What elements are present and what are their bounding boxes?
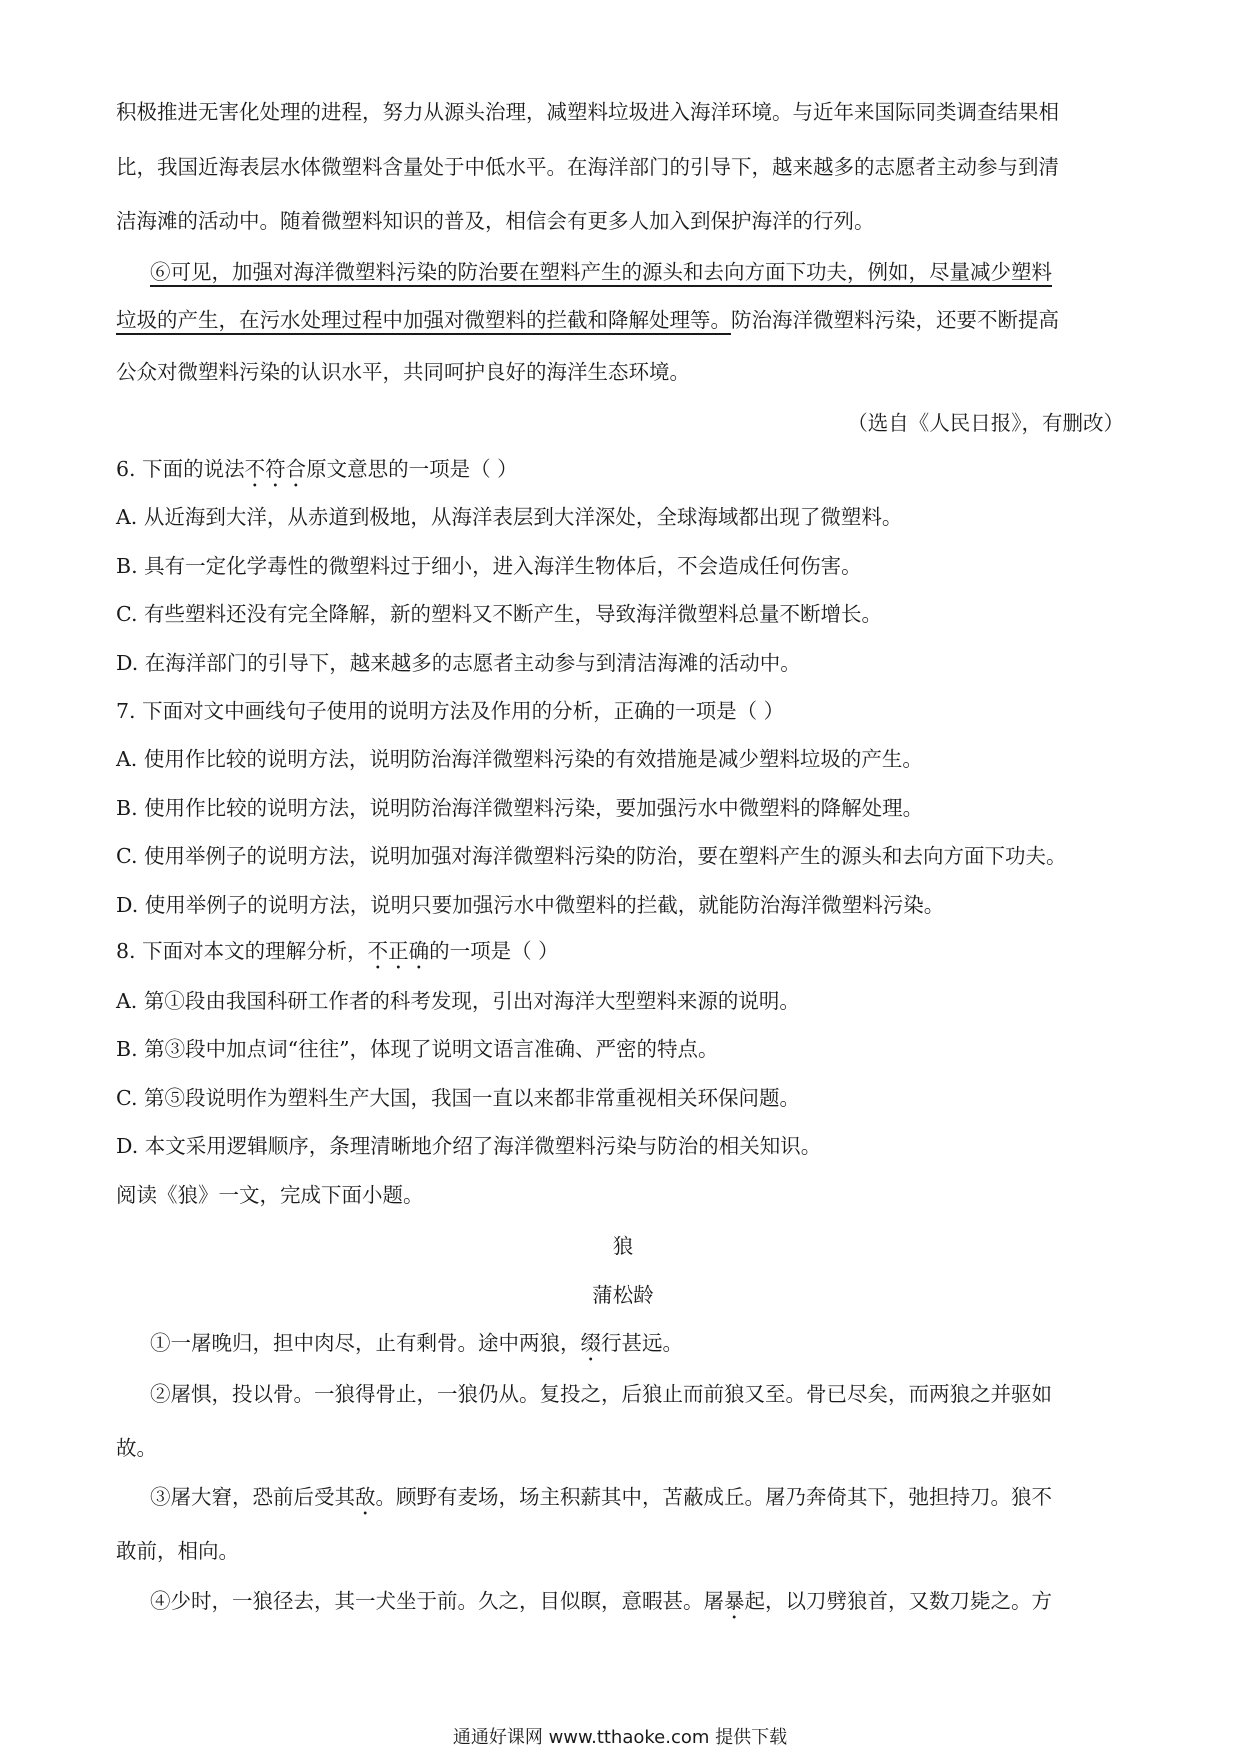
question-7-stem: 7. 下面对文中画线句子使用的说明方法及作用的分析，正确的一项是（ ） [116, 699, 785, 723]
question-8-option-a: A. 第①段由我国科研工作者的科考发现，引出对海洋大型塑料来源的说明。 [116, 989, 800, 1013]
question-8-stem: 8. 下面对本文的理解分析，不正确的一项是（ ） [116, 939, 559, 963]
emphasized-word: 暴 [724, 1589, 745, 1613]
question-6-stem: 6. 下面的说法不符合原文意思的一项是（ ） [116, 457, 518, 481]
source-citation: （选自《人民日报》，有删改） [847, 411, 1124, 435]
question-7-option-c: C. 使用举例子的说明方法，说明加强对海洋微塑料污染的防治，要在塑料产生的源头和去向方面下功夫。 [116, 844, 1067, 868]
classical-text-paragraph: ①一屠晚归，担中肉尽，止有剩骨。途中两狼，缀行甚远。 [150, 1331, 683, 1355]
underlined-sentence: ⑥可见，加强对海洋微塑料污染的防治要在塑料产生的源头和去向方面下功夫，例如，尽量减少塑料 [150, 260, 1052, 284]
question-7-option-b: B. 使用作比较的说明方法，说明防治海洋微塑料污染，要加强污水中微塑料的降解处理。 [116, 796, 924, 820]
question-7-option-a: A. 使用作比较的说明方法，说明防治海洋微塑料污染的有效措施是减少塑料垃圾的产生。 [116, 747, 923, 771]
underlined-sentence: 垃圾的产生，在污水处理过程中加强对微塑料的拦截和降解处理等。 [116, 308, 731, 332]
question-8-option-d: D. 本文采用逻辑顺序，条理清晰地介绍了海洋微塑料污染与防治的相关知识。 [116, 1134, 822, 1158]
question-6-option-c: C. 有些塑料还没有完全降解，新的塑料又不断产生，导致海洋微塑料总量不断增长。 [116, 602, 882, 626]
classical-text-line: 故。 [116, 1436, 157, 1460]
reading-instruction: 阅读《狼》一文，完成下面小题。 [116, 1183, 424, 1207]
passage-line [116, 303, 1130, 337]
question-8-option-c: C. 第⑤段说明作为塑料生产大国，我国一直以来都非常重视相关环保问题。 [116, 1086, 800, 1110]
poem-title: 狼 [612, 1234, 634, 1258]
poem-author: 蒲松龄 [592, 1283, 654, 1307]
classical-text-paragraph: ④少时，一狼径去，其一犬坐于前。久之，目似瞑，意暇甚。屠暴起，以刀劈狼首，又数刀毙之。方 [150, 1589, 1052, 1613]
emphasized-word: 不符合 [244, 457, 307, 481]
passage-line: 比，我国近海表层水体微塑料含量处于中低水平。在海洋部门的引导下，越来越多的志愿者主动参与到清 [116, 155, 1059, 179]
question-6-option-a: A. 从近海到大洋，从赤道到极地，从海洋表层到大洋深处，全球海域都出现了微塑料。 [116, 505, 903, 529]
passage-line: 洁海滩的活动中。随着微塑料知识的普及，相信会有更多人加入到保护海洋的行列。 [116, 209, 875, 233]
passage-line-underlined [150, 255, 1130, 289]
passage-text: 防治海洋微塑料污染，还要不断提高 [731, 308, 1059, 332]
question-6-option-b: B. 具有一定化学毒性的微塑料过于细小，进入海洋生物体后，不会造成任何伤害。 [116, 554, 862, 578]
classical-text-paragraph: ③屠大窘，恐前后受其敌。顾野有麦场，场主积薪其中，苫蔽成丘。屠乃奔倚其下，弛担持刀。狼不 [150, 1485, 1052, 1509]
question-8-option-b: B. 第③段中加点词“往往”，体现了说明文语言准确、严密的特点。 [116, 1037, 719, 1061]
emphasized-word: 敌 [355, 1485, 376, 1509]
footer-download-notice: 通通好课网 www.tthaoke.com 提供下载 [452, 1727, 788, 1748]
question-7-option-d: D. 使用举例子的说明方法，说明只要加强污水中微塑料的拦截，就能防治海洋微塑料污染。 [116, 893, 945, 917]
passage-line: 积极推进无害化处理的进程，努力从源头治理，减塑料垃圾进入海洋环境。与近年来国际同类调查结果相 [116, 100, 1059, 124]
classical-text-line: 敢前，相向。 [116, 1539, 239, 1563]
emphasized-word: 缀 [580, 1331, 601, 1355]
emphasized-word: 不正确 [367, 939, 430, 963]
passage-line: 公众对微塑料污染的认识水平，共同呵护良好的海洋生态环境。 [116, 360, 690, 384]
question-6-option-d: D. 在海洋部门的引导下，越来越多的志愿者主动参与到清洁海滩的活动中。 [116, 651, 801, 675]
classical-text-paragraph: ②屠惧，投以骨。一狼得骨止，一狼仍从。复投之，后狼止而前狼又至。骨已尽矣，而两狼之并驱如 [150, 1382, 1052, 1406]
